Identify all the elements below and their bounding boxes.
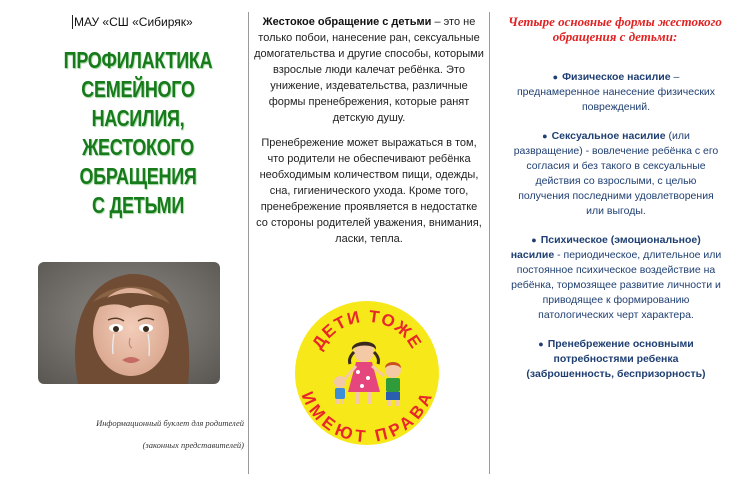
children-rights-badge <box>294 300 440 446</box>
bullet-icon: ● <box>552 72 559 82</box>
badge-top-text: ДЕТИ ТОЖЕ <box>308 306 426 353</box>
note-line-2: (законных представителей) <box>142 440 244 450</box>
child-photo-image <box>38 262 220 384</box>
definition-paragraph <box>254 14 484 126</box>
title-line: ЖЕСТОКОГО <box>82 134 194 160</box>
abuse-definition-text <box>254 14 484 256</box>
school-name: МАУ «СШ «Сибиряк» <box>74 15 193 29</box>
bullet-icon: ● <box>531 235 537 245</box>
list-item: ● Физическое насилие – преднамеренное нанесение физических повреждений. <box>516 71 716 113</box>
definition-body: – это не только побои, нанесение ран, сексуальные домогательства и другие способы, которыми взрослые люди калечат ребёнка. Это унижение, издевательства, различные формы пренебрежения, которые ранят детскую душу. <box>254 16 484 124</box>
crying-child-photo <box>38 262 220 384</box>
note-line-1: Информационный буклет для родителей <box>96 418 244 428</box>
right-panel <box>490 0 736 492</box>
bullet-icon: ● <box>542 131 548 141</box>
booklet-audience-note <box>50 418 244 450</box>
title-line: НАСИЛИЯ, <box>91 105 185 131</box>
abuse-forms-list <box>510 70 722 396</box>
title-line: ОБРАЩЕНИЯ <box>79 163 197 189</box>
title-line: С ДЕТЬМИ <box>91 192 185 218</box>
bullet-icon: ● <box>538 339 544 349</box>
badge-bottom-text: ИМЕЮТ ПРАВА <box>297 388 437 446</box>
title-line: СЕМЕЙНОГО <box>81 76 195 102</box>
list-item: ● Психическое (эмоциональное) насилие - периодическое, длительное или постоянное психическое воздействие на ребёнка, тормозящее развитие личности и приводящее к формированию патологических черт характера. <box>510 234 722 321</box>
neglect-paragraph: Пренебрежение может выражаться в том, что родители не обеспечивают ребёнка необходимым количеством пищи, одежды, сна, гигиенического ухода. Кроме того, пренебрежение проявляется в недостатке со стороны родителей уважения, внимания, ласки, тепла. <box>256 137 482 245</box>
list-item: ● Пренебрежение основными потребностями ребенка (заброшенность, беспризорность) <box>526 338 706 380</box>
list-item: ● Сексуальное насилие (или развращение) - вовлечение ребёнка с его согласия и без такого в сексуальные действия со взрослыми, с целью получения последними удовлетворения или выгоды. <box>513 130 719 217</box>
forms-heading: Четыре основные формы жестокого обращения с детьми: <box>508 14 722 44</box>
left-panel <box>0 0 248 492</box>
title-line: ПРОФИЛАКТИКА <box>63 47 213 73</box>
booklet-title <box>60 46 216 220</box>
definition-term: Жестокое обращение с детьми <box>262 16 432 28</box>
